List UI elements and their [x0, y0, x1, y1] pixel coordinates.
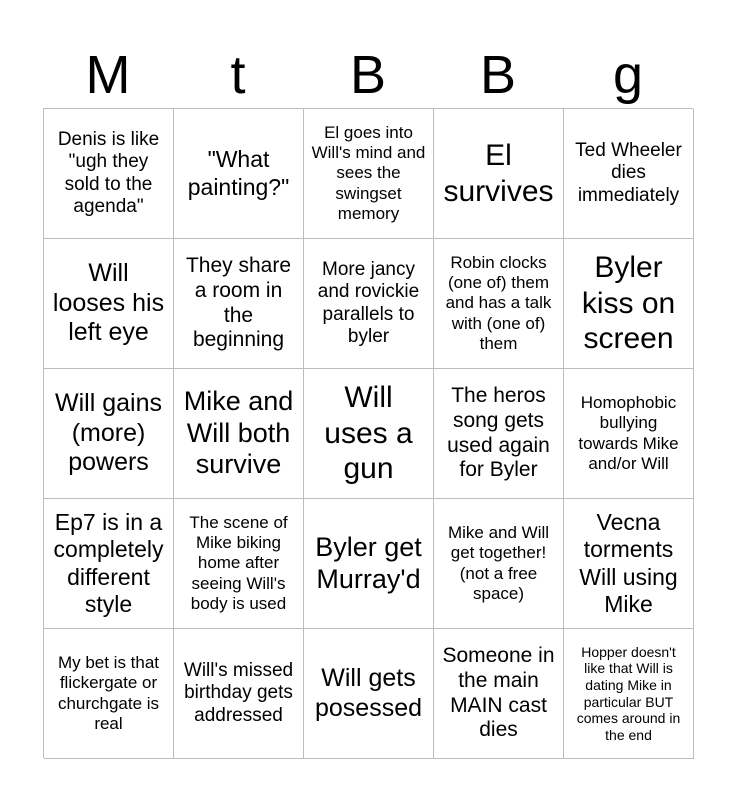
bingo-cell[interactable]: Denis is like "ugh they sold to the agenda": [44, 109, 174, 239]
header-letter-1: M: [85, 45, 131, 105]
bingo-grid: [43, 108, 693, 758]
bingo-cell[interactable]: More jancy and rovickie parallels to byler: [304, 239, 434, 369]
bingo-cell[interactable]: Will gets posessed: [304, 629, 434, 759]
bingo-cell[interactable]: Byler get Murray'd: [304, 499, 434, 629]
bingo-cell[interactable]: Robin clocks (one of) them and has a talk with (one of) them: [434, 239, 564, 369]
bingo-cell[interactable]: Mike and Will both survive: [174, 369, 304, 499]
bingo-cell[interactable]: Will uses a gun: [304, 369, 434, 499]
bingo-cell[interactable]: "What painting?": [174, 109, 304, 239]
bingo-cell[interactable]: Homophobic bullying towards Mike and/or Will: [564, 369, 694, 499]
bingo-header: [43, 42, 693, 108]
bingo-cell[interactable]: They share a room in the beginning: [174, 239, 304, 369]
bingo-cell[interactable]: Byler kiss on screen: [564, 239, 694, 369]
bingo-cell[interactable]: Mike and Will get together! (not a free space): [434, 499, 564, 629]
bingo-cell[interactable]: Vecna torments Will using Mike: [564, 499, 694, 629]
bingo-cell[interactable]: Ted Wheeler dies immediately: [564, 109, 694, 239]
bingo-cell[interactable]: Will's missed birthday gets addressed: [174, 629, 304, 759]
bingo-cell[interactable]: My bet is that flickergate or churchgate is real: [44, 629, 174, 759]
bingo-cell[interactable]: El goes into Will's mind and sees the swingset memory: [304, 109, 434, 239]
bingo-cell[interactable]: Will looses his left eye: [44, 239, 174, 369]
bingo-cell[interactable]: Will gains (more) powers: [44, 369, 174, 499]
bingo-cell[interactable]: The heros song gets used again for Byler: [434, 369, 564, 499]
bingo-cell[interactable]: El survives: [434, 109, 564, 239]
header-letter-2: t: [230, 45, 246, 105]
bingo-cell[interactable]: Someone in the main MAIN cast dies: [434, 629, 564, 759]
header-letter-5: g: [612, 45, 644, 105]
bingo-cell[interactable]: The scene of Mike biking home after seeing Will's body is used: [174, 499, 304, 629]
header-letter-4: B: [479, 45, 517, 105]
header-letter-3: B: [349, 45, 387, 105]
bingo-cell[interactable]: Ep7 is in a completely different style: [44, 499, 174, 629]
bingo-cell[interactable]: Hopper doesn't like that Will is dating Mike in particular BUT comes around in the end: [564, 629, 694, 759]
